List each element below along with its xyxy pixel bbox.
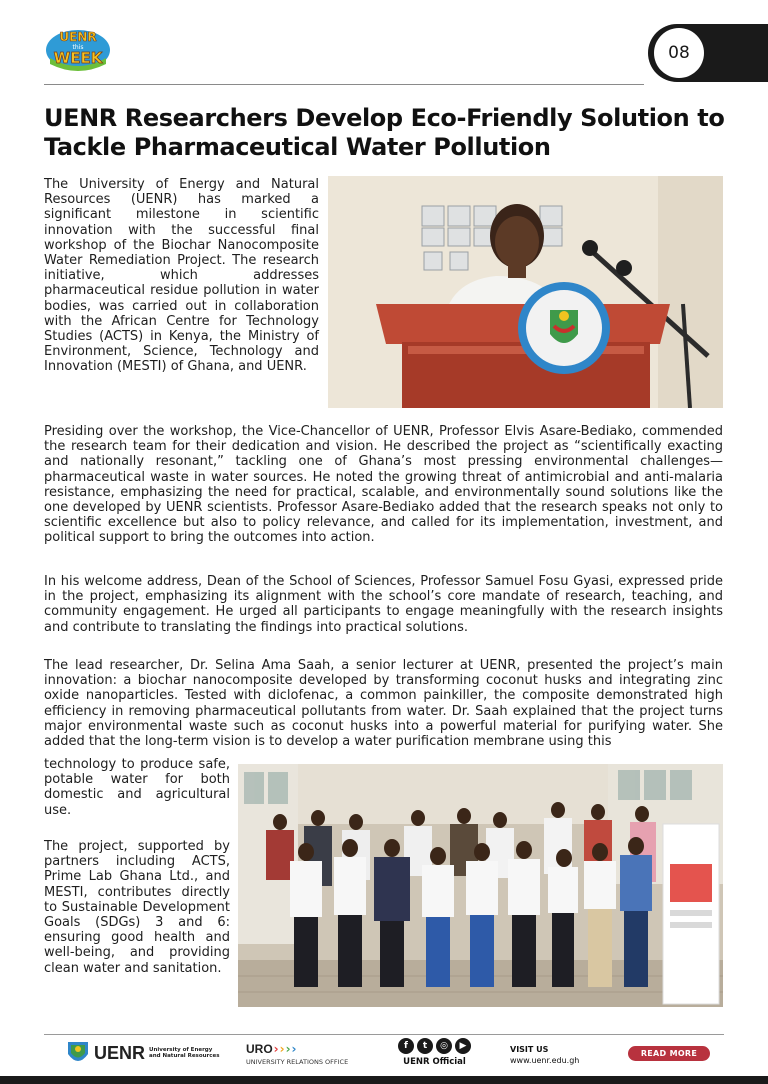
bottom-bar bbox=[0, 1076, 768, 1084]
chevron-icon: › bbox=[291, 1042, 297, 1056]
uro-subtitle: UNIVERSITY RELATIONS OFFICE bbox=[246, 1058, 349, 1066]
uro-wordmark: URO bbox=[246, 1042, 273, 1056]
group-photo bbox=[238, 764, 723, 1007]
footer-uenr-logo[interactable] bbox=[66, 1040, 221, 1066]
youtube-icon[interactable]: ▶ bbox=[455, 1038, 471, 1054]
svg-text:this: this bbox=[72, 44, 84, 51]
article-paragraph: Presiding over the workshop, the Vice-Chancellor of UENR, Professor Elvis Asare-Bediako, commended the research team for their dedication and vision. He described the project as “scientifically exacting and nationally resonant,” tackling one of Ghana’s most pressing environmental challenges—pharmaceutical waste in water sources. He noted the growing threat of antimicrobial and anti-malaria resistance, emphasizing the need for practical, scalable, and environmentally sound solutions like the one developed by UENR scientists. Professor Asare-Bediako added that the research speaks not only to scientific excellence but also to policy relevance, and called for its implementation, investment, and political support to bring the outcomes into action. bbox=[44, 424, 723, 546]
page-number: 08 bbox=[654, 28, 704, 78]
instagram-icon[interactable]: ◎ bbox=[436, 1038, 452, 1054]
social-handle: UENR Official bbox=[403, 1057, 466, 1067]
uenr-this-week-logo bbox=[44, 24, 112, 72]
twitter-icon[interactable]: t bbox=[417, 1038, 433, 1054]
footer-social bbox=[398, 1038, 471, 1067]
read-more-button[interactable]: READ MORE bbox=[628, 1046, 710, 1061]
chevron-icon: › bbox=[273, 1042, 279, 1056]
footer-uenr-name: UENR bbox=[94, 1042, 146, 1063]
article-paragraph: In his welcome address, Dean of the School of Sciences, Professor Samuel Fosu Gyasi, expressed pride in the project, emphasizing its alignment with the school’s core mandate of research, teaching, and community engagement. He urged all participants to engage meaningfully with the research insights and contribute to translating the findings into practical solutions. bbox=[44, 574, 723, 635]
article-paragraph: The lead researcher, Dr. Selina Ama Saah, a senior lecturer at UENR, presented the project’s main innovation: a biochar nanocomposite developed by transforming coconut husks and integrating zinc oxide nanoparticles. Tested with diclofenac, a common painkiller, the composite demonstrated high efficiency in removing pharmaceutical pollutants from water. Dr. Saah explained that the project turns major environmental waste such as coconut husks into a powerful material for purifying water. She added that the long-term vision is to develop a water purification membrane using this bbox=[44, 658, 723, 750]
footer-uenr-fullname: University of Energy and Natural Resources bbox=[149, 1046, 220, 1059]
article-paragraph: The project, supported by partners including ACTS, Prime Lab Ghana Ltd., and MESTI, contributes directly to Sustainable Development Goals (SDGs) 3 and 6: ensuring good health and well-being, and providing clean water and sanitation. bbox=[44, 839, 230, 976]
chevron-icon: › bbox=[285, 1042, 291, 1056]
uenr-crest-icon bbox=[66, 1040, 90, 1066]
chevron-icon: › bbox=[279, 1042, 285, 1056]
svg-text:UENR: UENR bbox=[59, 30, 97, 44]
facebook-icon[interactable]: f bbox=[398, 1038, 414, 1054]
article-paragraph-continued: technology to produce safe, potable water for both domestic and agricultural use. bbox=[44, 757, 230, 818]
footer-visit bbox=[510, 1044, 579, 1066]
footer-uro-logo[interactable] bbox=[246, 1042, 348, 1066]
visit-label: VISIT US bbox=[510, 1045, 549, 1054]
svg-text:WEEK: WEEK bbox=[53, 49, 103, 67]
footer bbox=[44, 1036, 724, 1076]
podium-speaker-photo bbox=[328, 176, 723, 408]
footer-divider bbox=[44, 1034, 724, 1035]
article-intro: The University of Energy and Natural Resources (UENR) has marked a significant milestone in scientific innovation with the successful final workshop of the Biochar Nanocomposite Water Remediation Project. The research initiative, which addresses pharmaceutical residue pollution in water bodies, was carried out in collaboration with the African Centre for Technology Studies (ACTS) in Kenya, the Ministry of Environment, Science, Technology and Innovation (MESTI) of Ghana, and UENR. bbox=[44, 177, 319, 375]
website-link[interactable]: www.uenr.edu.gh bbox=[510, 1056, 580, 1065]
article-title: UENR Researchers Develop Eco-Friendly Solution to Tackle Pharmaceutical Water Pollution bbox=[44, 104, 725, 161]
header-divider bbox=[44, 84, 644, 85]
